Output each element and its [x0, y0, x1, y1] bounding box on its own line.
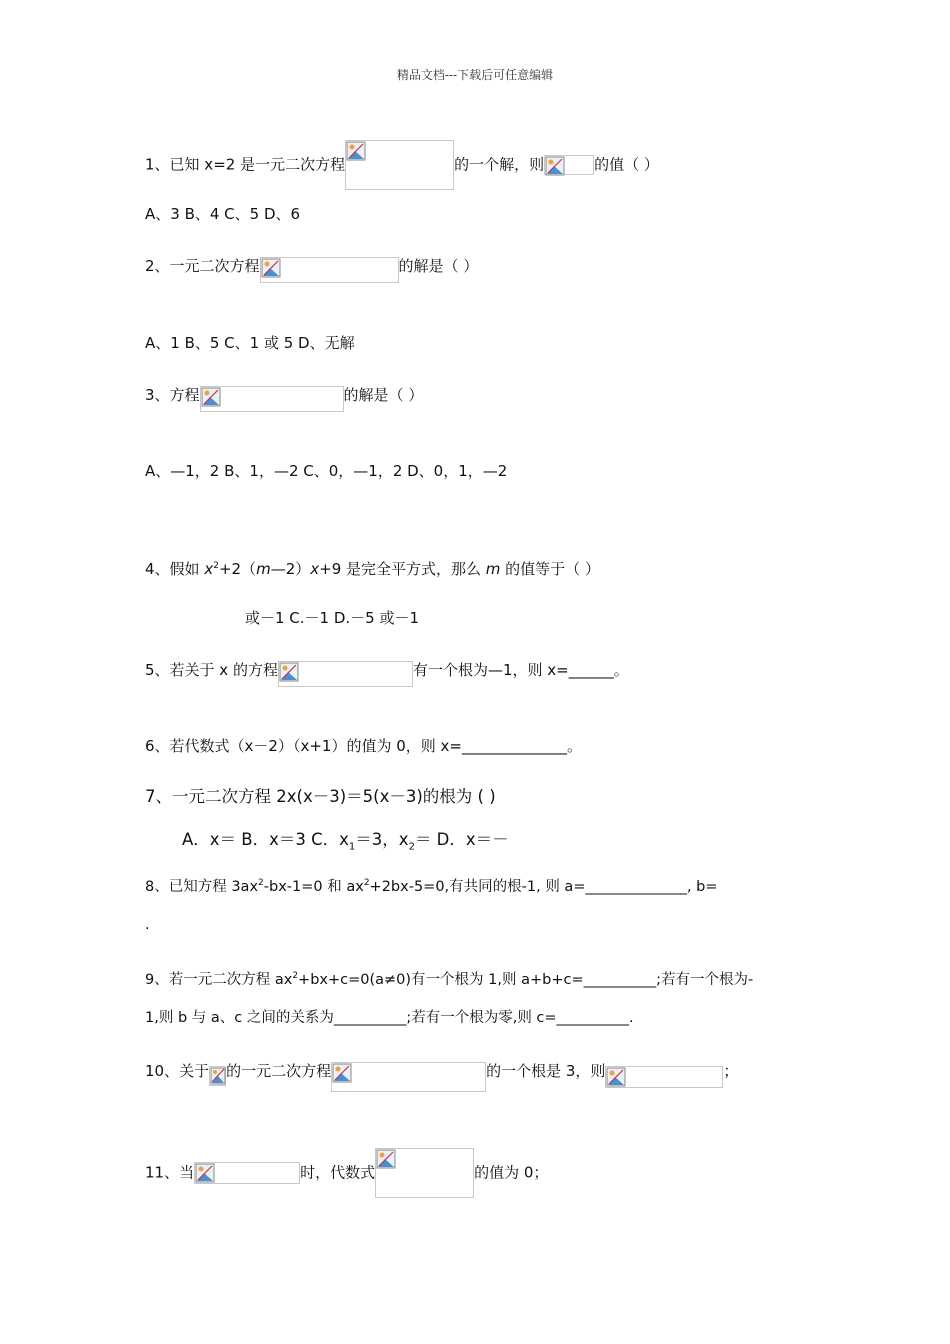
question-7-options [182, 830, 509, 857]
question-2 [145, 256, 478, 283]
question-8 [145, 873, 718, 897]
question-8-continuation: . [145, 917, 150, 933]
subscript: 2 [408, 841, 415, 853]
question-1-text-c: 的值（ ） [594, 155, 659, 174]
question-3-text-a: 3、方程 [145, 386, 200, 404]
question-10-text-d: ； [723, 1062, 739, 1080]
option-text: ＝3，x [355, 830, 409, 849]
question-4-options: 或－1 C.－1 D.－5 或－1 [245, 609, 420, 627]
question-9-text-b: +bx+c=0(a≠0)有一个根为 1,则 a+b+c=__________;若有一个根为- [298, 971, 754, 988]
question-1-text-b: 的一个解，则 [454, 155, 545, 174]
broken-image-icon [606, 1067, 626, 1087]
broken-image-icon [279, 662, 299, 682]
question-4-text-c: —2） [270, 560, 311, 578]
option-text: A．x＝ B．x＝3 C．x [182, 830, 349, 849]
question-2-options: A、1 B、5 C、1 或 5 D、无解 [145, 334, 355, 352]
question-1-text-a: 1、已知 x=2 是一元二次方程 [145, 155, 346, 174]
option-text: ＝ D．x＝－ [414, 830, 509, 849]
broken-image-icon [195, 1163, 215, 1183]
question-5-text-a: 5、若关于 x 的方程 [145, 661, 278, 679]
equation-image-placeholder [345, 140, 454, 190]
question-4-text-d: +9 是完全平方式，那么 [319, 560, 486, 578]
question-3-text-b: 的解是（ ） [343, 386, 424, 404]
variable-x: x [204, 560, 214, 578]
exponent: 2 [258, 878, 264, 888]
broken-image-icon [346, 141, 366, 161]
broken-image-icon [332, 1063, 352, 1083]
expression-image-placeholder [375, 1148, 474, 1198]
question-8-text-c: +2bx-5=0,有共同的根-1, 则 a=______________, b= [369, 878, 718, 895]
question-2-text-b: 的解是（ ） [398, 257, 479, 275]
exponent: 2 [363, 878, 370, 888]
question-2-text-a: 2、一元二次方程 [145, 257, 260, 275]
variable-m: m [256, 560, 271, 578]
broken-image-icon [261, 258, 281, 278]
question-6: 6、若代数式（x－2）（x+1）的值为 0，则 x=______________。 [145, 737, 582, 755]
question-1 [145, 140, 659, 190]
question-5 [145, 660, 629, 687]
question-3 [145, 385, 423, 412]
question-5-text-b: 有一个根为—1，则 x=______。 [412, 661, 629, 679]
question-9-line-2: 1,则 b 与 a、c 之间的关系为__________;若有一个根为零,则 c=__________. [145, 1010, 634, 1026]
broken-image-icon [545, 156, 565, 176]
broken-image-icon [376, 1149, 396, 1169]
question-4-text-b: +2（ [218, 560, 257, 578]
question-1-options: A、3 B、4 C、5 D、6 [145, 205, 301, 223]
question-4 [145, 556, 600, 579]
exponent: 2 [292, 971, 299, 981]
question-8-text-a: 8、已知方程 3ax [145, 878, 259, 895]
question-10 [145, 1061, 738, 1092]
equation-image-placeholder [278, 661, 413, 687]
question-11-text-c: 的值为 0； [474, 1163, 549, 1182]
broken-image-icon [201, 387, 221, 407]
equation-image-placeholder [331, 1062, 486, 1092]
question-10-text-a: 10、关于 [145, 1062, 210, 1080]
variable-m: m [485, 560, 501, 578]
exponent: 2 [213, 561, 219, 571]
question-7: 7、一元二次方程 2x(x－3)＝5(x－3)的根为 ( ) [145, 787, 496, 806]
expression-image-placeholder [605, 1066, 723, 1088]
equation-image-placeholder [260, 257, 399, 283]
question-3-options: A、—1，2 B、1，—2 C、0，—1，2 D、0，1，—2 [145, 462, 508, 480]
question-9-text-a: 9、若一元二次方程 ax [145, 971, 293, 988]
condition-image-placeholder [194, 1162, 300, 1184]
question-8-text-b: -bx-1=0 和 ax [263, 878, 364, 895]
question-4-text-e: 的值等于（ ） [500, 560, 600, 578]
question-9-line-1 [145, 966, 753, 990]
variable-x: x [310, 560, 320, 578]
question-10-text-b: 的一元二次方程 [226, 1062, 332, 1080]
question-10-text-c: 的一个根是 3，则 [486, 1062, 606, 1080]
expression-image-placeholder [544, 155, 594, 175]
question-11-text-a: 11、当 [145, 1163, 195, 1182]
question-11 [145, 1148, 548, 1198]
question-4-text-a: 4、假如 [145, 560, 205, 578]
broken-image-icon [210, 1067, 226, 1085]
equation-image-placeholder [200, 386, 344, 412]
question-11-text-b: 时，代数式 [300, 1163, 376, 1182]
subscript: 1 [348, 841, 356, 853]
variable-image-placeholder [209, 1066, 226, 1086]
page-header: 精品文档---下载后可任意编辑 [396, 68, 554, 82]
